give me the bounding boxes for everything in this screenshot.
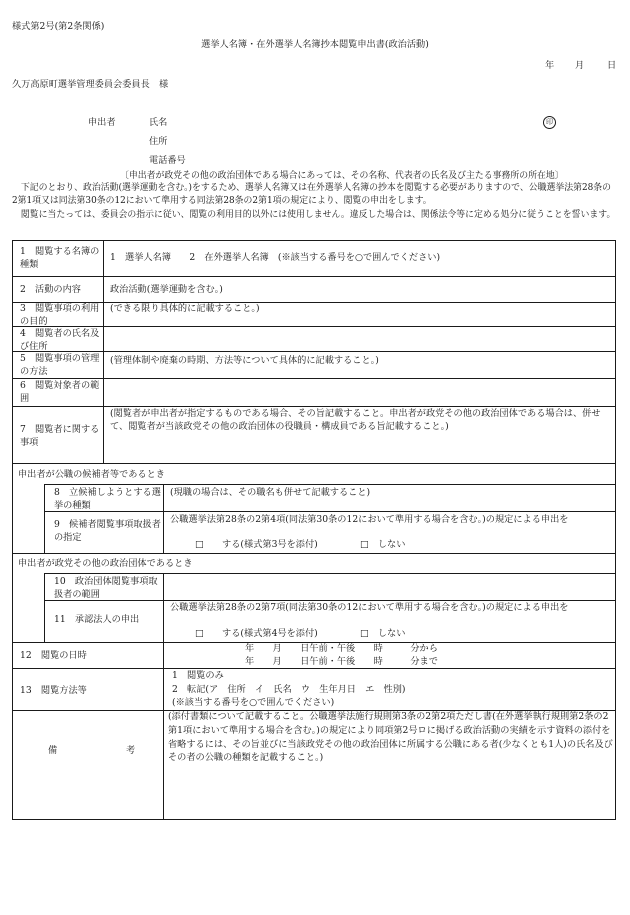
row2-value: 政治活動(選挙運動を含む。) xyxy=(110,284,223,295)
row10-label: 10 政治団体閲覧事項取扱者の範囲 xyxy=(54,576,158,601)
row8-label: 8 立候補しようとする選挙の種類 xyxy=(54,487,161,512)
row5-value: (管理体制や廃棄の時期、方法等について具体的に記載すること。) xyxy=(110,355,379,366)
applicant-phone-label: 電話番号 xyxy=(149,155,186,166)
remarks-label-2: 考 xyxy=(126,745,136,756)
row2-label: 2 活動の内容 xyxy=(20,284,81,295)
party-section-header: 申出者が政党その他の政治団体であるとき xyxy=(18,558,193,569)
remarks-value: (添付書類について記載すること。公職選挙法施行規則第3条の2第2項ただし書(在外選挙執行規則第2条の2第1項において準用する場合を含む。)の規定により同項第2号ロに掲げる政治活動の実績を示す資料の添付を省略するには、その旨並びに当該政党その他の政治団体に所属する公職にある者(少なくとも1人)の氏名及びその者の公職の種類を記載すること。) xyxy=(168,711,613,764)
row11-option-not[interactable]: □ しない xyxy=(360,628,406,639)
row13-option-2: 2 転記(ア 住所 イ 氏名 ウ 生年月日 エ 性別) xyxy=(172,684,406,695)
row11-value: 公職選挙法第28条の2第7項(同法第30条の12において準用する場合を含む。)の規定による申出を xyxy=(170,602,569,613)
row7-label: 7 閲覧者に関する事項 xyxy=(20,424,100,449)
addressee: 久万高原町選挙管理委員会委員長 様 xyxy=(12,79,169,90)
row12-to: 年 月 日午前・午後 時 分まで xyxy=(245,656,438,667)
row12-label: 12 閲覧の日時 xyxy=(20,650,87,661)
remarks-label-1: 備 xyxy=(48,745,58,756)
row9-option-not[interactable]: □ しない xyxy=(360,539,406,550)
row1-value: 1 選挙人名簿 2 在外選挙人名簿 (※該当する番号を○で囲んでください) xyxy=(110,252,441,263)
row13-label: 13 閲覧方法等 xyxy=(20,685,87,696)
row11-label: 11 承認法人の申出 xyxy=(54,614,140,625)
row11-option-do[interactable]: □ する(様式第4号を添付) xyxy=(195,628,318,639)
candidate-section-header: 申出者が公職の候補者等であるとき xyxy=(18,469,165,480)
row9-value: 公職選挙法第28条の2第4項(同法第30条の12において準用する場合を含む。)の規定による申出を xyxy=(170,514,569,525)
row8-value: (現職の場合は、その職名も併せて記載すること) xyxy=(170,487,371,498)
row13-note: (※該当する番号を○で囲んでください) xyxy=(172,697,335,708)
row4-label: 4 閲覧者の氏名及び住所 xyxy=(20,328,100,353)
form-number: 様式第2号(第2条関係) xyxy=(12,21,105,32)
applicant-note: 〔申出者が政党その他の政治団体である場合にあっては、その名称、代表者の氏名及び主たる事務所の所在地〕 xyxy=(120,171,564,181)
row13-option-1: 1 閲覧のみ xyxy=(172,670,224,681)
form-title: 選挙人名簿・在外選挙人名簿抄本閲覧申出書(政治活動) xyxy=(201,39,429,50)
body-paragraph-2: 閲覧に当たっては、委員会の指示に従い、閲覧の利用目的以外には使用しません。違反した場合は、関係法令等に定める処分に従うことを誓います。 xyxy=(20,210,616,220)
applicant-address-label: 住所 xyxy=(149,136,168,147)
row5-label: 5 閲覧事項の管理の方法 xyxy=(20,353,100,378)
seal-mark: 印 xyxy=(543,116,556,129)
row9-label: 9 候補者閲覧事項取扱者の指定 xyxy=(54,519,161,544)
row1-label: 1 閲覧する名簿の種類 xyxy=(20,246,100,271)
body-paragraph-1: 下記のとおり、政治活動(選挙運動を含む。)をするため、選挙人名簿又は在外選挙人名簿の抄本を閲覧する必要がありますので、公職選挙法第28条の2第1項又は同法第30条の12において準用する同法第28条の2第1項の規定により、閲覧の申出をします。 xyxy=(12,183,611,206)
row9-option-do[interactable]: □ する(様式第3号を添付) xyxy=(195,539,318,550)
row7-value: (閲覧者が申出者が指定するものである場合、その旨記載すること。申出者が政党その他の政治団体である場合は、併せて、閲覧者が当該政党その他の政治団体の役職員・構成員である旨記載すること。) xyxy=(110,408,601,433)
applicant-label: 申出者 xyxy=(88,117,116,128)
row3-value: (できる限り具体的に記載すること。) xyxy=(110,303,260,314)
date-day: 日 xyxy=(607,60,617,71)
date-month: 月 xyxy=(575,60,585,71)
row6-label: 6 閲覧対象者の範囲 xyxy=(20,380,100,405)
applicant-name-label: 氏名 xyxy=(149,117,168,128)
row3-label: 3 閲覧事項の利用の目的 xyxy=(20,303,100,328)
row12-from: 年 月 日午前・午後 時 分から xyxy=(245,643,438,654)
date-year: 年 xyxy=(545,60,555,71)
